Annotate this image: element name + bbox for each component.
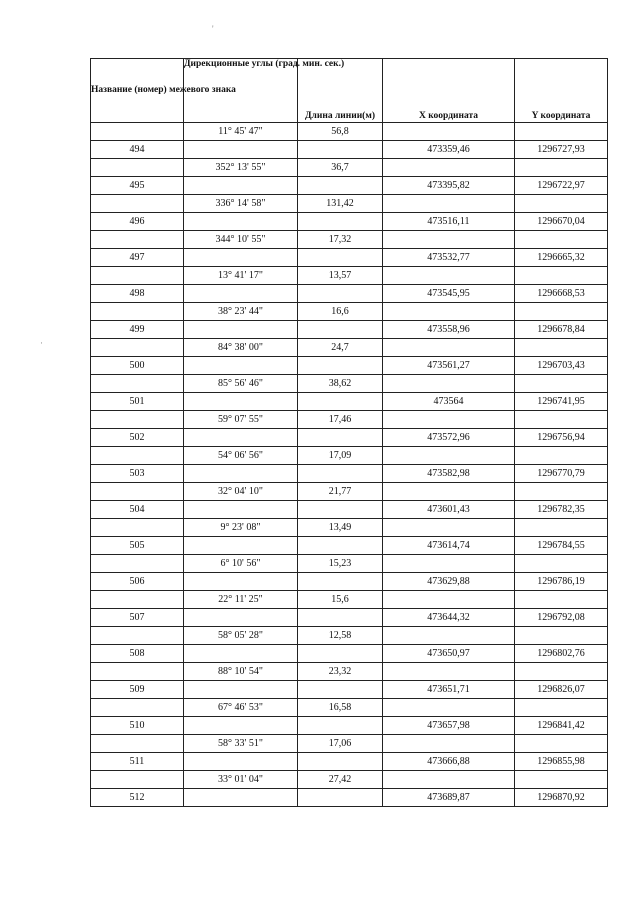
length-cell-empty [298, 609, 383, 627]
x-coordinate-cell-empty [383, 339, 515, 357]
point-name-cell-empty [91, 555, 184, 573]
point-name-cell: 511 [91, 753, 184, 771]
y-coordinate-cell-empty [515, 627, 608, 645]
direction-angle-cell: 88° 10' 54" [184, 663, 298, 681]
segment-row [91, 699, 608, 717]
angle-cell-empty [184, 141, 298, 159]
point-name-cell-empty [91, 267, 184, 285]
point-name-cell: 500 [91, 357, 184, 375]
y-coordinate-cell-empty [515, 303, 608, 321]
length-cell-empty [298, 249, 383, 267]
y-coordinate-cell: 1296782,35 [515, 501, 608, 519]
y-coordinate-cell: 1296678,84 [515, 321, 608, 339]
x-coordinate-cell: 473629,88 [383, 573, 515, 591]
segment-row [91, 735, 608, 753]
header-x-coordinate: X координата [383, 59, 515, 123]
angle-cell-empty [184, 321, 298, 339]
angle-cell-empty [184, 537, 298, 555]
point-name-cell: 496 [91, 213, 184, 231]
line-length-cell: 12,58 [298, 627, 383, 645]
angle-cell-empty [184, 429, 298, 447]
segment-row [91, 159, 608, 177]
point-name-cell: 512 [91, 789, 184, 807]
segment-row [91, 375, 608, 393]
point-row [91, 465, 608, 483]
angle-cell-empty [184, 465, 298, 483]
x-coordinate-cell: 473657,98 [383, 717, 515, 735]
point-name-cell-empty [91, 231, 184, 249]
length-cell-empty [298, 717, 383, 735]
x-coordinate-cell-empty [383, 627, 515, 645]
y-coordinate-cell: 1296802,76 [515, 645, 608, 663]
y-coordinate-cell-empty [515, 231, 608, 249]
x-coordinate-cell-empty [383, 771, 515, 789]
x-coordinate-cell-empty [383, 195, 515, 213]
length-cell-empty [298, 753, 383, 771]
point-name-cell: 507 [91, 609, 184, 627]
length-cell-empty [298, 645, 383, 663]
point-name-cell-empty [91, 303, 184, 321]
x-coordinate-cell: 473650,97 [383, 645, 515, 663]
segment-row [91, 663, 608, 681]
line-length-cell: 27,42 [298, 771, 383, 789]
x-coordinate-cell: 473532,77 [383, 249, 515, 267]
point-name-cell: 508 [91, 645, 184, 663]
point-row [91, 141, 608, 159]
point-name-cell: 495 [91, 177, 184, 195]
point-name-cell-empty [91, 627, 184, 645]
line-length-cell: 56,8 [298, 123, 383, 141]
point-name-cell: 498 [91, 285, 184, 303]
x-coordinate-cell-empty [383, 663, 515, 681]
segment-row [91, 519, 608, 537]
segment-row [91, 483, 608, 501]
segment-row [91, 339, 608, 357]
length-cell-empty [298, 501, 383, 519]
y-coordinate-cell: 1296826,07 [515, 681, 608, 699]
segment-row [91, 447, 608, 465]
length-cell-empty [298, 573, 383, 591]
line-length-cell: 16,6 [298, 303, 383, 321]
point-name-cell: 503 [91, 465, 184, 483]
y-coordinate-cell-empty [515, 519, 608, 537]
y-coordinate-cell-empty [515, 411, 608, 429]
point-row [91, 285, 608, 303]
direction-angle-cell: 54° 06' 56" [184, 447, 298, 465]
y-coordinate-cell: 1296741,95 [515, 393, 608, 411]
direction-angle-cell: 11° 45' 47" [184, 123, 298, 141]
length-cell-empty [298, 393, 383, 411]
length-cell-empty [298, 321, 383, 339]
line-length-cell: 17,06 [298, 735, 383, 753]
angle-cell-empty [184, 501, 298, 519]
point-row [91, 753, 608, 771]
point-name-cell-empty [91, 663, 184, 681]
point-name-cell-empty [91, 483, 184, 501]
segment-row [91, 267, 608, 285]
angle-cell-empty [184, 285, 298, 303]
direction-angle-cell: 13° 41' 17" [184, 267, 298, 285]
y-coordinate-cell: 1296786,19 [515, 573, 608, 591]
line-length-cell: 17,46 [298, 411, 383, 429]
y-coordinate-cell-empty [515, 555, 608, 573]
direction-angle-cell: 9° 23' 08" [184, 519, 298, 537]
x-coordinate-cell: 473644,32 [383, 609, 515, 627]
x-coordinate-cell-empty [383, 267, 515, 285]
direction-angle-cell: 59° 07' 55" [184, 411, 298, 429]
scan-speck: · [40, 338, 43, 348]
point-name-cell: 505 [91, 537, 184, 555]
segment-row [91, 303, 608, 321]
angle-cell-empty [184, 789, 298, 807]
length-cell-empty [298, 681, 383, 699]
length-cell-empty [298, 213, 383, 231]
x-coordinate-cell-empty [383, 375, 515, 393]
line-length-cell: 23,32 [298, 663, 383, 681]
line-length-cell: 36,7 [298, 159, 383, 177]
direction-angle-cell: 32° 04' 10" [184, 483, 298, 501]
angle-cell-empty [184, 177, 298, 195]
line-length-cell: 24,7 [298, 339, 383, 357]
direction-angle-cell: 58° 33' 51" [184, 735, 298, 753]
point-name-cell: 499 [91, 321, 184, 339]
x-coordinate-cell: 473545,95 [383, 285, 515, 303]
y-coordinate-cell-empty [515, 123, 608, 141]
x-coordinate-cell-empty [383, 519, 515, 537]
point-row [91, 573, 608, 591]
table-header-row [91, 59, 608, 123]
header-line-length: Длина линии(м) [298, 59, 383, 123]
point-name-cell-empty [91, 123, 184, 141]
x-coordinate-cell: 473558,96 [383, 321, 515, 339]
direction-angle-cell: 33° 01' 04" [184, 771, 298, 789]
segment-row [91, 771, 608, 789]
point-row [91, 177, 608, 195]
length-cell-empty [298, 789, 383, 807]
direction-angle-cell: 84° 38' 00" [184, 339, 298, 357]
y-coordinate-cell: 1296703,43 [515, 357, 608, 375]
x-coordinate-cell: 473582,98 [383, 465, 515, 483]
point-name-cell: 504 [91, 501, 184, 519]
x-coordinate-cell-empty [383, 303, 515, 321]
y-coordinate-cell: 1296841,42 [515, 717, 608, 735]
point-name-cell: 510 [91, 717, 184, 735]
length-cell-empty [298, 177, 383, 195]
header-boundary-mark-name: Название (номер) межевого знака [91, 59, 184, 123]
point-row [91, 393, 608, 411]
y-coordinate-cell-empty [515, 375, 608, 393]
line-length-cell: 13,49 [298, 519, 383, 537]
y-coordinate-cell-empty [515, 699, 608, 717]
line-length-cell: 131,42 [298, 195, 383, 213]
y-coordinate-cell-empty [515, 771, 608, 789]
x-coordinate-cell-empty [383, 555, 515, 573]
length-cell-empty [298, 537, 383, 555]
segment-row [91, 123, 608, 141]
line-length-cell: 13,57 [298, 267, 383, 285]
direction-angle-cell: 38° 23' 44" [184, 303, 298, 321]
point-name-cell: 501 [91, 393, 184, 411]
y-coordinate-cell: 1296855,98 [515, 753, 608, 771]
point-name-cell: 502 [91, 429, 184, 447]
y-coordinate-cell: 1296784,55 [515, 537, 608, 555]
point-row [91, 537, 608, 555]
scan-speck: ' [212, 24, 214, 34]
x-coordinate-cell-empty [383, 699, 515, 717]
x-coordinate-cell-empty [383, 591, 515, 609]
angle-cell-empty [184, 681, 298, 699]
point-name-cell-empty [91, 519, 184, 537]
y-coordinate-cell-empty [515, 663, 608, 681]
boundary-points-table [90, 58, 608, 807]
direction-angle-cell: 22° 11' 25" [184, 591, 298, 609]
point-row [91, 429, 608, 447]
line-length-cell: 38,62 [298, 375, 383, 393]
direction-angle-cell: 6° 10' 56" [184, 555, 298, 573]
x-coordinate-cell-empty [383, 447, 515, 465]
x-coordinate-cell: 473689,87 [383, 789, 515, 807]
line-length-cell: 21,77 [298, 483, 383, 501]
point-row [91, 609, 608, 627]
angle-cell-empty [184, 573, 298, 591]
y-coordinate-cell-empty [515, 735, 608, 753]
y-coordinate-cell: 1296870,92 [515, 789, 608, 807]
point-row [91, 681, 608, 699]
point-name-cell-empty [91, 195, 184, 213]
x-coordinate-cell-empty [383, 159, 515, 177]
y-coordinate-cell: 1296668,53 [515, 285, 608, 303]
header-direction-angle: Дирекционные углы (град. мин. сек.) [184, 59, 298, 123]
point-name-cell: 494 [91, 141, 184, 159]
point-row [91, 249, 608, 267]
y-coordinate-cell: 1296770,79 [515, 465, 608, 483]
x-coordinate-cell-empty [383, 411, 515, 429]
line-length-cell: 15,6 [298, 591, 383, 609]
angle-cell-empty [184, 645, 298, 663]
point-name-cell: 497 [91, 249, 184, 267]
point-name-cell: 509 [91, 681, 184, 699]
y-coordinate-cell: 1296670,04 [515, 213, 608, 231]
y-coordinate-cell: 1296727,93 [515, 141, 608, 159]
point-row [91, 717, 608, 735]
x-coordinate-cell: 473395,82 [383, 177, 515, 195]
angle-cell-empty [184, 753, 298, 771]
y-coordinate-cell-empty [515, 591, 608, 609]
x-coordinate-cell: 473359,46 [383, 141, 515, 159]
segment-row [91, 591, 608, 609]
segment-row [91, 231, 608, 249]
angle-cell-empty [184, 393, 298, 411]
angle-cell-empty [184, 609, 298, 627]
segment-row [91, 195, 608, 213]
angle-cell-empty [184, 213, 298, 231]
angle-cell-empty [184, 249, 298, 267]
direction-angle-cell: 336° 14' 58" [184, 195, 298, 213]
line-length-cell: 17,32 [298, 231, 383, 249]
x-coordinate-cell: 473614,74 [383, 537, 515, 555]
point-name-cell: 506 [91, 573, 184, 591]
direction-angle-cell: 352° 13' 55" [184, 159, 298, 177]
point-row [91, 501, 608, 519]
x-coordinate-cell-empty [383, 483, 515, 501]
segment-row [91, 555, 608, 573]
header-y-coordinate: Y координата [515, 59, 608, 123]
line-length-cell: 16,58 [298, 699, 383, 717]
point-row [91, 357, 608, 375]
length-cell-empty [298, 465, 383, 483]
point-name-cell-empty [91, 411, 184, 429]
point-name-cell-empty [91, 699, 184, 717]
segment-row [91, 411, 608, 429]
x-coordinate-cell: 473601,43 [383, 501, 515, 519]
segment-row [91, 627, 608, 645]
point-name-cell-empty [91, 339, 184, 357]
point-row [91, 789, 608, 807]
angle-cell-empty [184, 357, 298, 375]
direction-angle-cell: 58° 05' 28" [184, 627, 298, 645]
x-coordinate-cell: 473516,11 [383, 213, 515, 231]
y-coordinate-cell-empty [515, 159, 608, 177]
x-coordinate-cell: 473651,71 [383, 681, 515, 699]
x-coordinate-cell: 473561,27 [383, 357, 515, 375]
x-coordinate-cell: 473572,96 [383, 429, 515, 447]
point-name-cell-empty [91, 375, 184, 393]
point-row [91, 213, 608, 231]
length-cell-empty [298, 429, 383, 447]
length-cell-empty [298, 357, 383, 375]
point-row [91, 645, 608, 663]
y-coordinate-cell-empty [515, 339, 608, 357]
x-coordinate-cell-empty [383, 123, 515, 141]
length-cell-empty [298, 141, 383, 159]
point-row [91, 321, 608, 339]
point-name-cell-empty [91, 591, 184, 609]
direction-angle-cell: 67° 46' 53" [184, 699, 298, 717]
direction-angle-cell: 344° 10' 55" [184, 231, 298, 249]
y-coordinate-cell-empty [515, 195, 608, 213]
angle-cell-empty [184, 717, 298, 735]
x-coordinate-cell-empty [383, 231, 515, 249]
line-length-cell: 17,09 [298, 447, 383, 465]
point-name-cell-empty [91, 771, 184, 789]
x-coordinate-cell: 473564 [383, 393, 515, 411]
y-coordinate-cell: 1296665,32 [515, 249, 608, 267]
length-cell-empty [298, 285, 383, 303]
y-coordinate-cell: 1296756,94 [515, 429, 608, 447]
x-coordinate-cell-empty [383, 735, 515, 753]
y-coordinate-cell: 1296722,97 [515, 177, 608, 195]
point-name-cell-empty [91, 735, 184, 753]
y-coordinate-cell-empty [515, 267, 608, 285]
y-coordinate-cell-empty [515, 447, 608, 465]
y-coordinate-cell-empty [515, 483, 608, 501]
point-name-cell-empty [91, 447, 184, 465]
point-name-cell-empty [91, 159, 184, 177]
direction-angle-cell: 85° 56' 46" [184, 375, 298, 393]
y-coordinate-cell: 1296792,08 [515, 609, 608, 627]
x-coordinate-cell: 473666,88 [383, 753, 515, 771]
line-length-cell: 15,23 [298, 555, 383, 573]
